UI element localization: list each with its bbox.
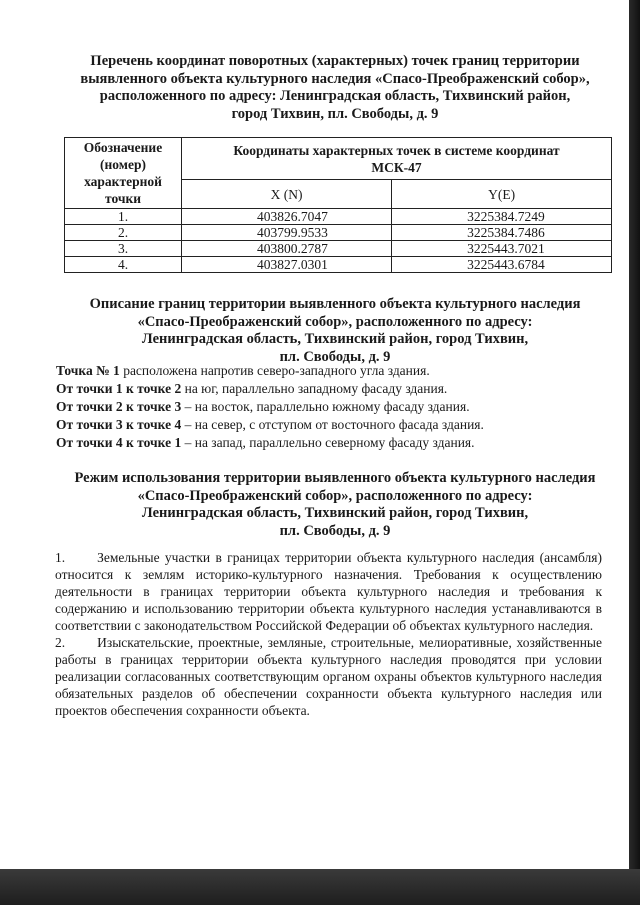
table-row — [65, 225, 612, 241]
point-number: 2. — [65, 225, 182, 241]
y-value: 3225384.7486 — [392, 225, 612, 241]
point-description: расположена напротив северо-западного угла здания. — [119, 363, 430, 378]
point-description: – на север, с отступом от восточного фасада здания. — [181, 417, 484, 432]
boundary-points-list — [56, 362, 626, 452]
list-item — [56, 434, 626, 452]
paragraph-number: 2. — [55, 635, 66, 650]
x-value: 403827.0301 — [182, 257, 392, 273]
heading-line: пл. Свободы, д. 9 — [279, 348, 391, 365]
heading-line: Ленинградская область, Тихвинский район, город Тихвин, — [141, 505, 529, 521]
heading-line: Режим использования территории выявленного объекта культурного наследия — [74, 470, 596, 486]
y-header: Y(E) — [392, 180, 612, 209]
point-description: – на запад, параллельно северному фасаду здания. — [181, 435, 475, 450]
header-line: МСК-47 — [371, 159, 422, 175]
coordinates-table — [64, 137, 612, 273]
table-row — [65, 241, 612, 257]
list-item — [56, 380, 626, 398]
paragraph-text: Изыскательские, проектные, земляные, строительные, мелиоративные, хозяйственные работы в границах территории объекта культурного наследия проводятся при условии реализации согласованных соответствующим органом охраны объектов культурного наследия обязательных разделов об обеспечении сохранности объекта культурного наследия или проектов обеспечения сохранности объекта. — [55, 635, 602, 718]
point-number: 1. — [65, 209, 182, 225]
point-label: От точки 2 к точке 3 — [56, 399, 182, 414]
list-item — [56, 398, 626, 416]
point-label: Точка № 1 — [56, 363, 120, 378]
point-label: От точки 3 к точке 4 — [56, 417, 182, 432]
header-line: точки — [104, 191, 142, 206]
title-line: выявленного объекта культурного наследия «Спасо-Преображенский собор», — [80, 70, 590, 87]
header-line: характерной — [84, 174, 162, 189]
paragraph — [55, 549, 602, 634]
y-value: 3225443.7021 — [392, 241, 612, 257]
table-row — [65, 209, 612, 225]
y-value: 3225384.7249 — [392, 209, 612, 225]
paragraph-text: Земельные участки в границах территории объекта культурного наследия (ансамбля) относится к землям историко-культурного назначения. Требования к осуществлению деятельности в границах территории объекта культурного наследия и требования к содержанию и использованию территории объекта культурного наследия устанавливаются в соответствии с законодательством Российской Федерации об объектах культурного наследия. — [55, 550, 602, 633]
list-item — [56, 362, 626, 380]
header-line: Координаты характерных точек в системе координат — [233, 142, 560, 158]
boundary-heading — [50, 296, 620, 366]
title-line: Перечень координат поворотных (характерных) точек границ территории — [90, 53, 580, 69]
title-line: расположенного по адресу: Ленинградская область, Тихвинский район, — [99, 88, 571, 104]
paragraph — [55, 634, 602, 719]
list-item — [56, 416, 626, 434]
heading-line: «Спасо-Преображенский собор», расположенного по адресу: — [137, 487, 533, 504]
heading-line: Описание границ территории выявленного объекта культурного наследия — [89, 296, 581, 312]
scan-edge-bottom — [0, 869, 640, 905]
regime-paragraphs — [55, 549, 602, 719]
scan-edge-right — [629, 0, 640, 905]
point-number-header — [65, 138, 182, 209]
header-line: (номер) — [100, 157, 146, 172]
heading-line: пл. Свободы, д. 9 — [279, 522, 391, 539]
x-header: X (N) — [182, 180, 392, 209]
point-number: 4. — [65, 257, 182, 273]
x-value: 403800.2787 — [182, 241, 392, 257]
x-value: 403826.7047 — [182, 209, 392, 225]
point-label: От точки 1 к точке 2 — [56, 381, 182, 396]
y-value: 3225443.6784 — [392, 257, 612, 273]
point-description: – на восток, параллельно южному фасаду здания. — [181, 399, 470, 414]
document-title — [50, 53, 620, 123]
table-row — [65, 257, 612, 273]
regime-heading — [50, 470, 620, 540]
heading-line: «Спасо-Преображенский собор», расположенного по адресу: — [137, 313, 533, 330]
x-value: 403799.9533 — [182, 225, 392, 241]
paragraph-number: 1. — [55, 550, 66, 565]
heading-line: Ленинградская область, Тихвинский район, город Тихвин, — [141, 331, 529, 347]
point-description: на юг, параллельно западному фасаду здания. — [181, 381, 448, 396]
coordinates-header — [182, 138, 612, 180]
point-number: 3. — [65, 241, 182, 257]
header-line: Обозначение — [83, 140, 163, 155]
point-label: От точки 4 к точке 1 — [56, 435, 182, 450]
title-line: город Тихвин, пл. Свободы, д. 9 — [231, 105, 439, 122]
